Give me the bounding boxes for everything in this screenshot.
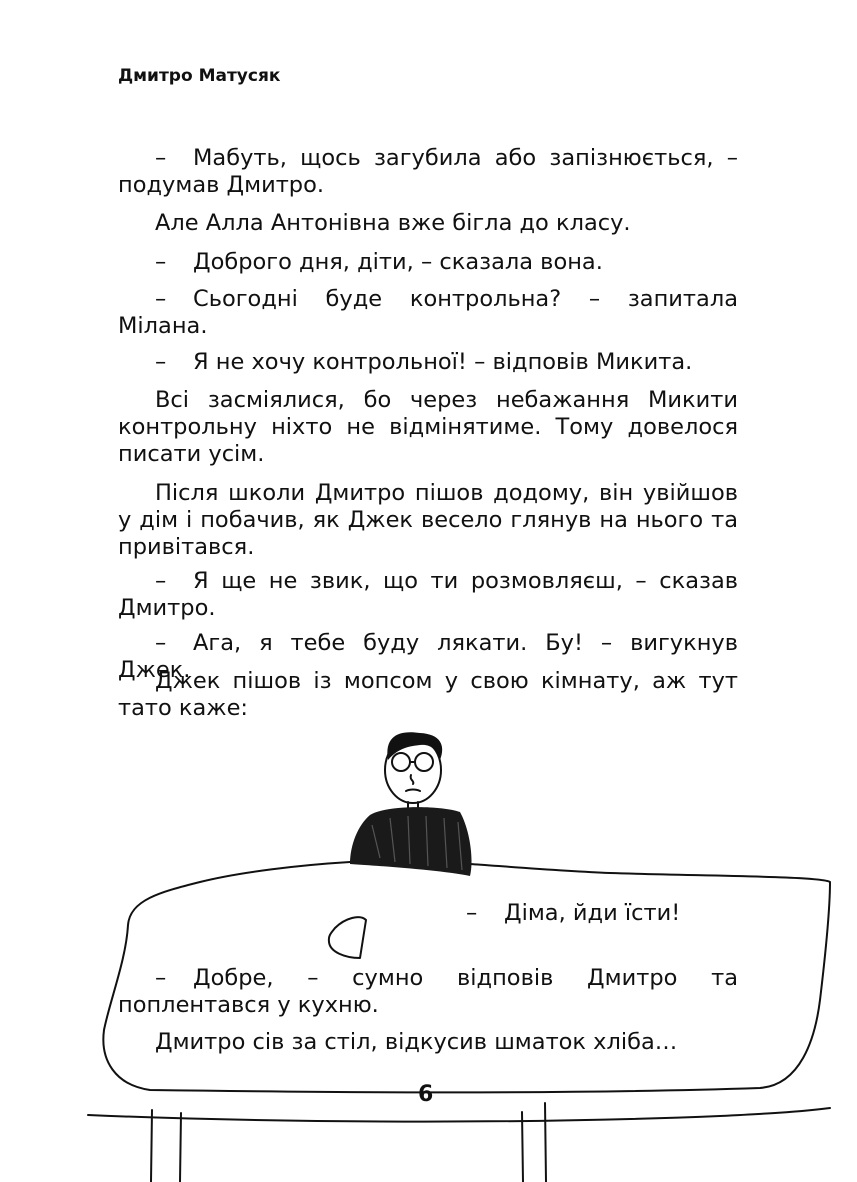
dash-mark: – xyxy=(466,900,478,926)
dash-mark: – xyxy=(155,349,167,375)
paragraph-1 xyxy=(118,145,738,199)
page-number: 6 xyxy=(418,1082,434,1107)
paragraph-12 xyxy=(118,965,738,1019)
paragraph-8 xyxy=(118,568,738,622)
dash-mark: – xyxy=(155,630,167,656)
paragraph-text: Я не хочу контрольної! – відповів Микита. xyxy=(193,349,693,375)
table-leg-right-1 xyxy=(522,1112,523,1182)
boy-sweater xyxy=(350,807,472,876)
table-leg-right-2 xyxy=(545,1103,546,1182)
paragraph-5 xyxy=(118,349,738,376)
table-edge xyxy=(88,1108,830,1122)
dash-mark: – xyxy=(155,965,167,991)
paragraph-text: Я ще не звик, що ти розмовляєш, – сказав Дмитро. xyxy=(118,568,738,621)
glasses-right-lens xyxy=(415,753,433,771)
bread-slice xyxy=(329,917,366,958)
paragraph-2: Але Алла Антонівна вже бігла до класу. xyxy=(155,210,631,236)
dash-mark: – xyxy=(155,286,167,312)
paragraph-text: Ага, я тебе буду лякати. Бу! – вигукнув Джек. xyxy=(118,630,738,683)
dash-mark: – xyxy=(155,249,167,275)
table-leg-left-2 xyxy=(180,1113,181,1182)
paragraph-6: Всі засміялися, бо через небажання Микити контрольну ніхто не відмінятиме. Тому довелося писати усім. xyxy=(118,387,738,467)
running-header-author: Дмитро Матусяк xyxy=(118,66,281,86)
paragraph-text: Доброго дня, діти, – сказала вона. xyxy=(193,249,603,275)
glasses-left-lens xyxy=(392,753,410,771)
paragraph-text: Діма, йди їсти! xyxy=(504,900,681,926)
paragraph-text: Мабуть, щось загубила або запізнюється, – подумав Дмитро. xyxy=(118,145,738,198)
dialogue-line-dad xyxy=(466,900,680,926)
paragraph-4 xyxy=(118,286,738,340)
paragraph-7: Після школи Дмитро пішов додому, він увійшов у дім і побачив, як Джек весело глянув на нього та привітався. xyxy=(118,480,738,560)
paragraph-text: Добре, – сумно відповів Дмитро та поплентався у кухню. xyxy=(118,965,738,1018)
paragraph-13: Дмитро сів за стіл, відкусив шматок хліба… xyxy=(155,1029,678,1055)
dash-mark: – xyxy=(155,145,167,171)
dash-mark: – xyxy=(155,568,167,594)
table-leg-left-1 xyxy=(151,1110,152,1182)
paragraph-10: Джек пішов із мопсом у свою кімнату, аж тут тато каже: xyxy=(118,668,738,721)
paragraph-text: Сьогодні буде контрольна? – запитала Мілана. xyxy=(118,286,738,339)
paragraph-3 xyxy=(118,249,738,276)
